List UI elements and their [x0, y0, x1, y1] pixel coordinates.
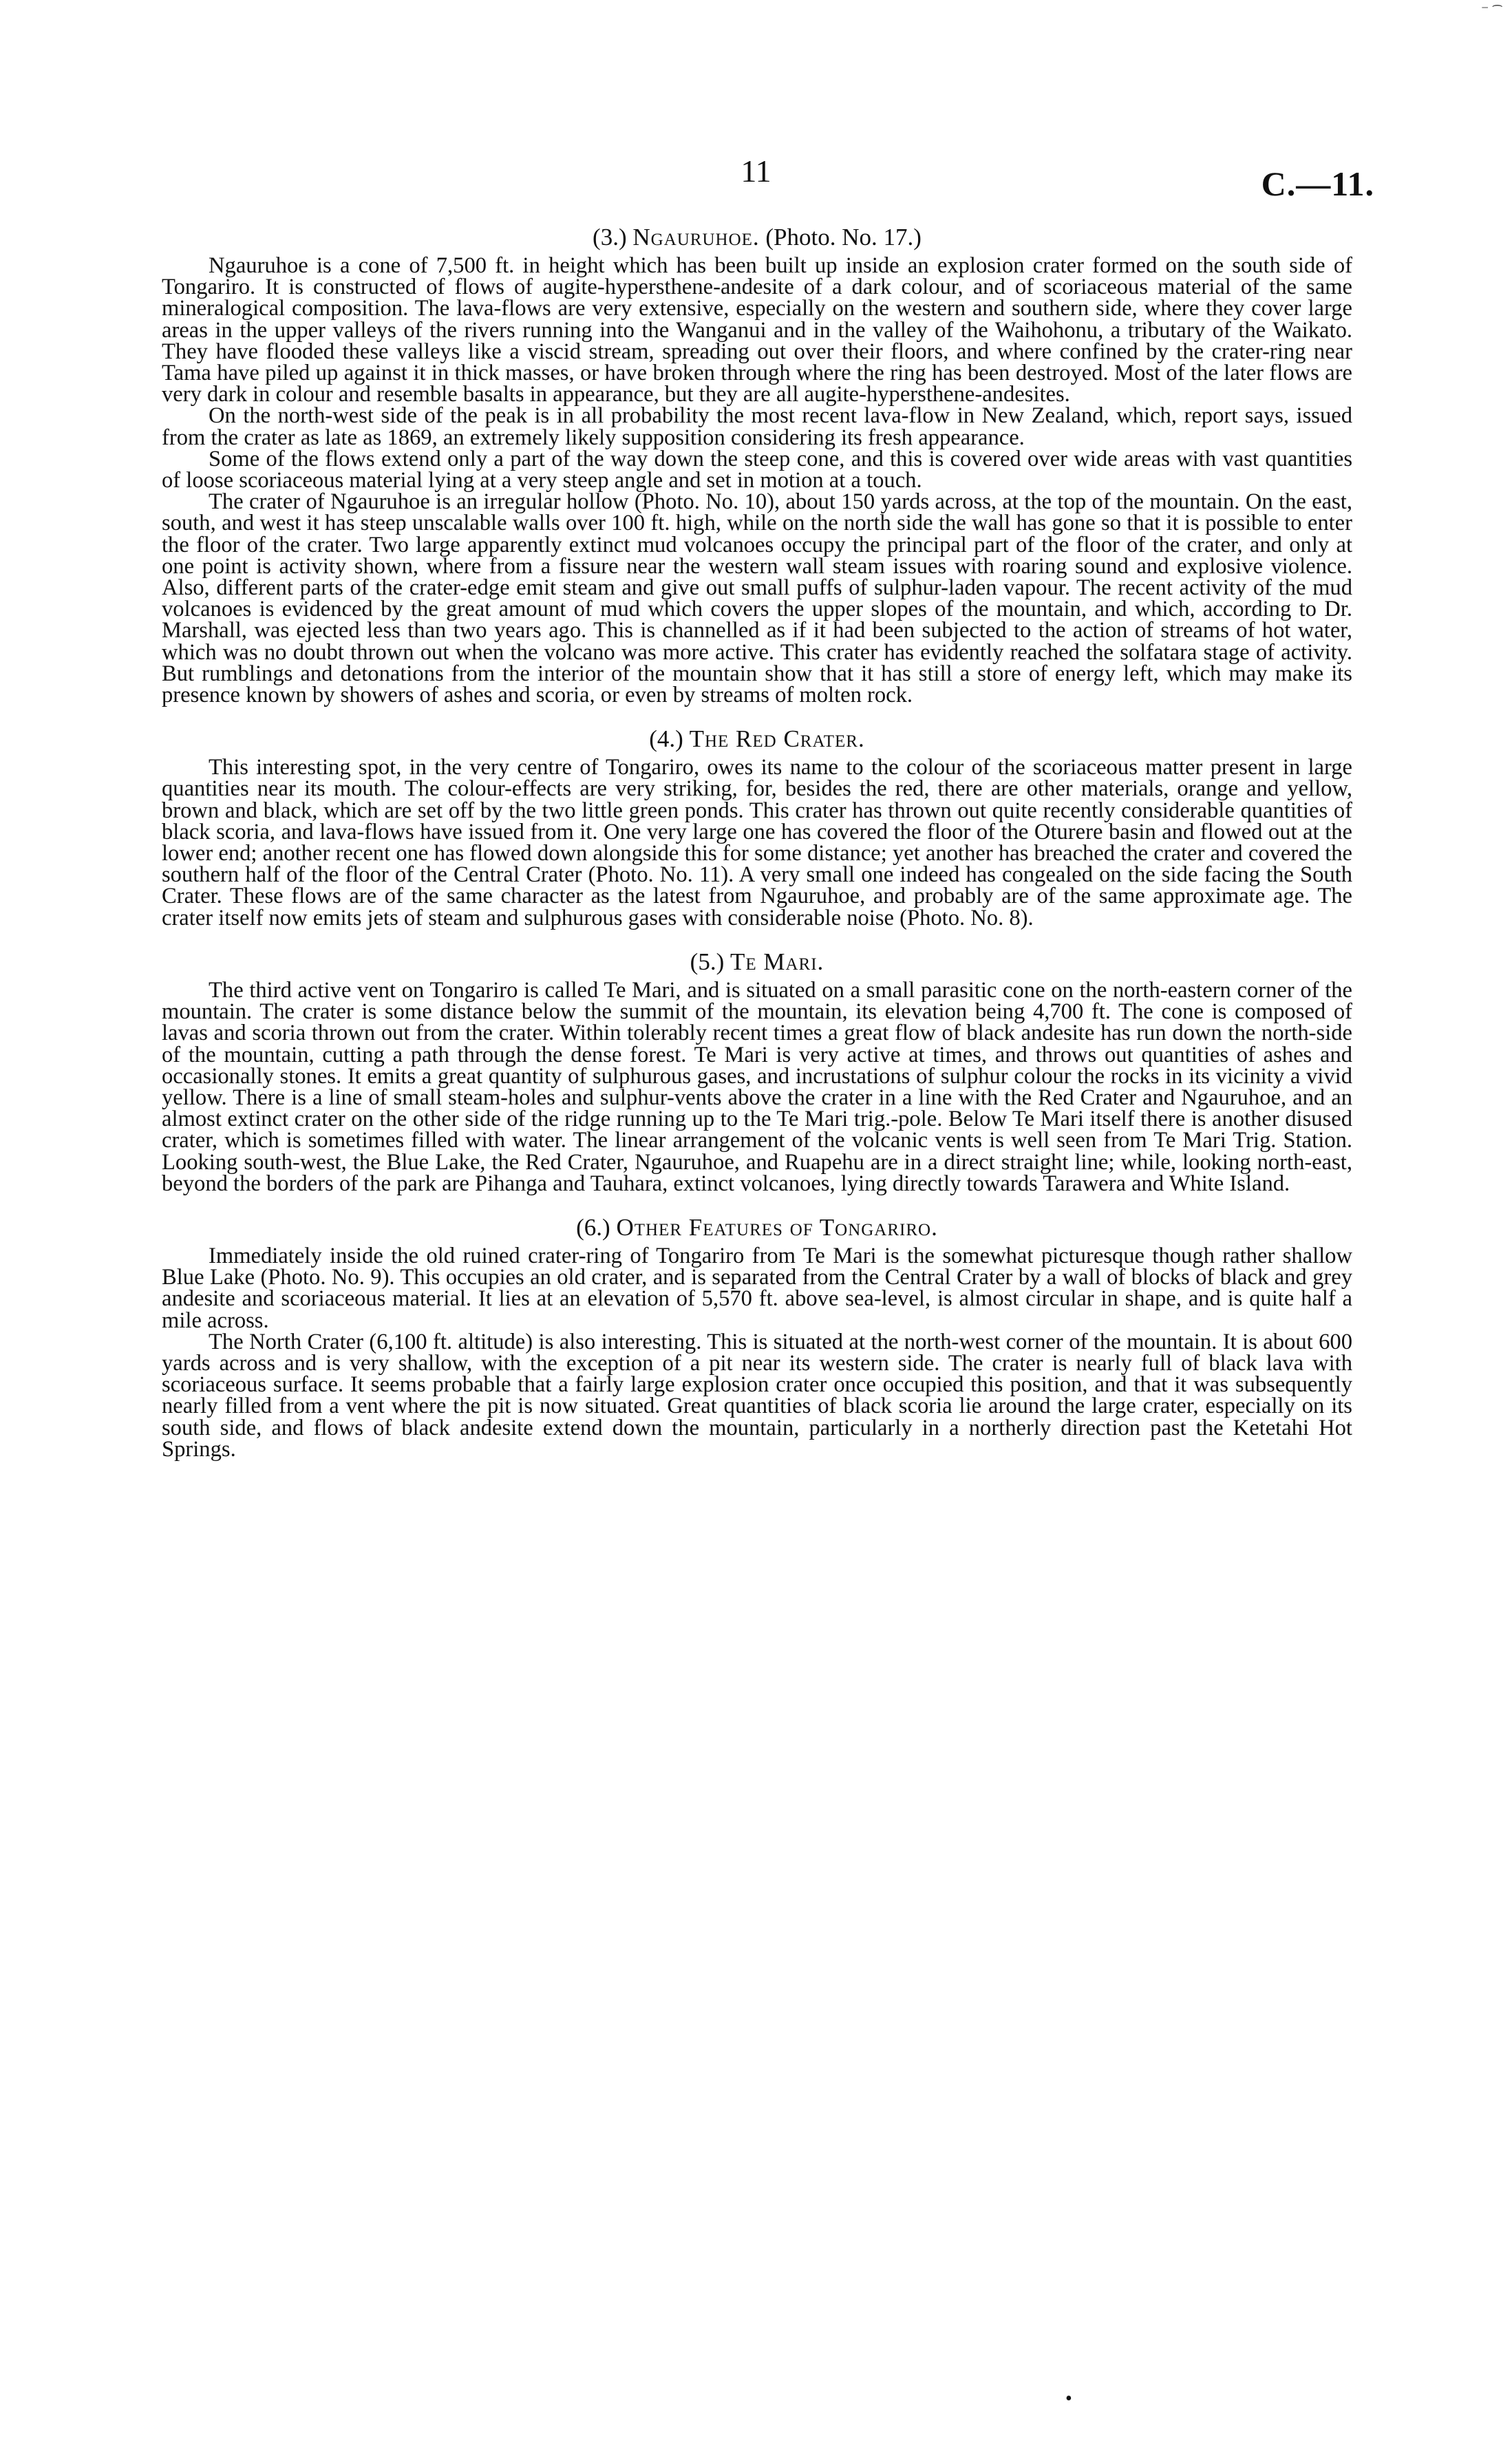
document-reference: C.—11. — [1261, 164, 1374, 203]
section-other-features — [162, 1214, 1352, 1460]
footer-mark: • — [1065, 2388, 1072, 2409]
section-title: Ngauruhoe. — [632, 224, 760, 250]
paragraph: Immediately inside the old ruined crater-ring of Tongariro from Te Mari is the somewhat picturesque though rather shallow Blue Lake (Photo. No. 9). This occupies an old crater, and is separated from the Central Crater by a wall of blocks of black and grey andesite and scoriaceous material. It lies at an elevation of 5,570 ft. above sea-level, is almost circular in shape, and is quite half a mile across. — [162, 1243, 1352, 1333]
section-heading — [162, 224, 1352, 251]
section-heading — [162, 1214, 1352, 1241]
section-number: (3.) — [593, 224, 627, 250]
section-heading — [162, 725, 1352, 753]
section-te-mari — [162, 948, 1352, 1195]
paragraph: The North Crater (6,100 ft. altitude) is also interesting. This is situated at the north-west corner of the mountain. It is about 600 yards across and is very shallow, with the exception of a pit near its western side. The crater is nearly full of black lava with scoriaceous surface. It seems probable that a fairly large explosion crater once occupied this position, and that it was subsequently nearly filled from a vent where the pit is now situated. Great quantities of black scoria lie around the large crater, especially on its south side, and flows of black andesite extend down the mountain, particularly in a northerly direction past the Ketetahi Hot Springs. — [162, 1329, 1352, 1462]
section-heading — [162, 948, 1352, 976]
page-number: 11 — [741, 153, 771, 189]
paragraph: On the north-west side of the peak is in all probability the most recent lava-flow in New Zealand, which, report says, issued from the crater as late as 1869, an extremely likely supposition considering its fresh appearance. — [162, 403, 1352, 450]
section-red-crater — [162, 725, 1352, 929]
paragraph: Ngauruhoe is a cone of 7,500 ft. in height which has been built up inside an explosion crater formed on the south side of Tongariro. It is constructed of flows of augite-hypersthene-andesite of a dark colour, and of scoriaceous material of the same mineralogical composition. The lava-flows are very extensive, especially on the western and southern side, where they cover large areas in the upper valleys of the rivers running into the Wanganui and in the valley of the Waihohonu, a tributary of the Waikato. They have flooded these valleys like a viscid stream, spreading out over their floors, and where confined by the crater-ring near Tama have piled up against it in thick masses, or have broken through where the ring has been destroyed. Most of the later flows are very dark in colour and resemble basalts in appearance, but they are all augite-hypersthene-andesites. — [162, 253, 1352, 407]
section-ngauruhoe — [162, 224, 1352, 706]
section-title: Other Features of Tongariro. — [616, 1213, 938, 1241]
paragraph: The third active vent on Tongariro is called Te Mari, and is situated on a small parasitic cone on the north-eastern corner of the mountain. The crater is some distance below the summit of the mountain, its elevation being 4,700 ft. The cone is composed of lavas and scoria thrown out from the crater. Within tolerably recent times a great flow of black andesite has run down the north-side of the mountain, cutting a path through the dense forest. Te Mari is very active at times, and throws out quantities of ashes and occasionally stones. It emits a great quantity of sulphurous gases, and incrustations of sulphur colour the rocks in its vicinity a vivid yellow. There is a line of small steam-holes and sulphur-vents above the crater in a line with the Red Crater and Ngauruhoe, and an almost extinct crater on the other side of the ridge running up to the Te Mari trig.-pole. Below Te Mari itself there is another disused crater, which is sometimes filled with water. The linear arrangement of the volcanic vents is well seen from Te Mari Trig. Station. Looking south-west, the Blue Lake, the Red Crater, Ngauruhoe, and Ruapehu are in a direct straight line; while, looking north-east, beyond the borders of the park are Pihanga and Tauhara, extinct volcanoes, lying directly towards Tarawera and White Island. — [162, 977, 1352, 1196]
section-number: (4.) — [649, 725, 683, 753]
corner-scan-mark: ⁻ ͡ — [1480, 1, 1493, 19]
section-number: (5.) — [690, 948, 725, 975]
paragraph: This interesting spot, in the very centre of Tongariro, owes its name to the colour of the scoriaceous matter present in large quantities near its mouth. The colour-effects are very striking, for, besides the red, there are other materials, orange and yellow, brown and black, which are set off by the two little green ponds. This crater has thrown out quite recently considerable quantities of black scoria, and lava-flows have issued from it. One very large one has covered the floor of the Oturere basin and flowed out at the lower end; another recent one has flowed down alongside this for some distance; yet another has breached the crater and covered the southern half of the floor of the Central Crater (Photo. No. 11). A very small one indeed has congealed on the side facing the South Crater. These flows are of the same character as the latest from Ngauruhoe, and probably are of the same approximate age. The crater itself now emits jets of steam and sulphurous gases with considerable noise (Photo. No. 8). — [162, 755, 1352, 930]
section-title: The Red Crater. — [689, 725, 865, 753]
section-title: Te Mari. — [730, 948, 824, 975]
section-photo-note: (Photo. No. 17.) — [765, 224, 922, 250]
paragraph: Some of the flows extend only a part of the way down the steep cone, and this is covered over wide areas with vast quantities of loose scoriaceous material lying at a very steep angle and set in motion at a touch. — [162, 446, 1352, 493]
section-number: (6.) — [576, 1213, 610, 1241]
paragraph: The crater of Ngauruhoe is an irregular hollow (Photo. No. 10), about 150 yards across, at the top of the mountain. On the east, south, and west it has steep unscalable walls over 100 ft. high, while on the north side the wall has gone so that it is possible to enter the floor of the crater. Two large apparently extinct mud volcanoes occupy the principal part of the floor of the crater, and only at one point is activity shown, where from a fissure near the western wall steam issues with roaring sound and explosive violence. Also, different parts of the crater-edge emit steam and give out small puffs of sulphur-laden vapour. The recent activity of the mud volcanoes is evidenced by the great amount of mud which covers the upper slopes of the mountain, and which, according to Dr. Marshall, was ejected less than two years ago. This is channelled as if it had been subjected to the action of streams of hot water, which was no doubt thrown out when the volcano was more active. This crater has evidently reached the solfatara stage of activity. But rumblings and detonations from the interior of the mountain show that it has still a store of energy left, which may make its presence known by showers of ashes and scoria, or even by streams of molten rock. — [162, 489, 1352, 708]
page-body — [162, 224, 1352, 1460]
